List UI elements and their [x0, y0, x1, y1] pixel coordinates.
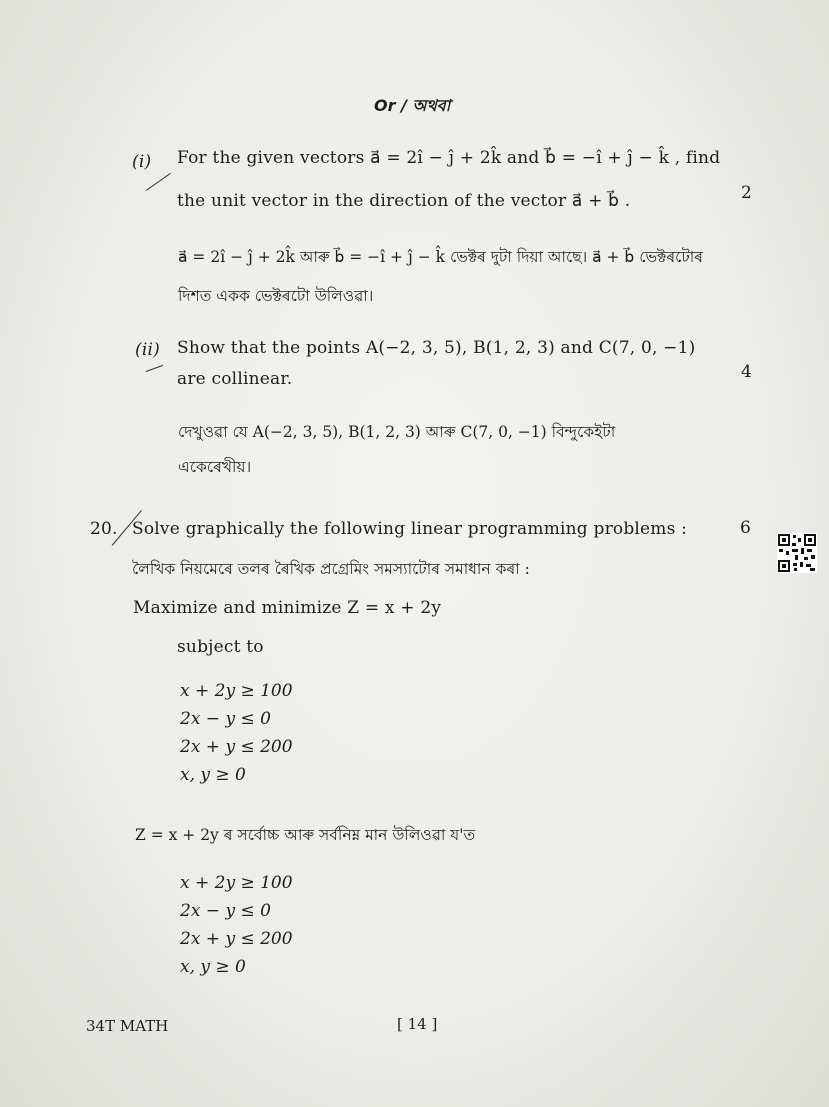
q-i-english-line1: For the given vectors a⃗ = 2î − ĵ + 2k̂ and b⃗ = −î + ĵ − k̂ , find [177, 148, 721, 168]
constraint: x + 2y ≥ 100 [180, 681, 293, 701]
q20-assamese-objective: Z = x + 2y ৰ সৰ্বোচ্চ আৰু সৰ্বনিম্ন মান উলিওৱা য'ত [135, 826, 476, 844]
question-20-number: 20. [90, 519, 118, 539]
q20-assamese-text: লৈখিক নিয়মেৰে তলৰ ৰৈখিক প্ৰগ্ৰেমিং সমস্যাটোৰ সমাধান কৰা : [132, 560, 530, 578]
footer-page-number: [ 14 ] [397, 1015, 438, 1033]
q-ii-assamese-line2: একেৰেখীয়। [178, 458, 252, 476]
or-heading: Or / অথবা [374, 96, 451, 115]
q20-english-text: Solve graphically the following linear programming problems : [132, 519, 688, 539]
q20-objective: Maximize and minimize Z = x + 2y [133, 598, 442, 618]
subquestion-i-label: (i) [132, 152, 152, 172]
tick-mark [146, 173, 171, 191]
subquestion-ii-label: (ii) [135, 340, 160, 360]
q-i-english-line2: the unit vector in the direction of the vector a⃗ + b⃗ . [177, 191, 631, 211]
assamese-constraint-list [180, 869, 293, 981]
qr-code-icon [777, 533, 817, 573]
tick-mark [146, 365, 163, 372]
q20-marks: 6 [740, 518, 751, 538]
footer-subject-code: 34T MATH [86, 1017, 169, 1035]
q20-subject-to: subject to [177, 637, 264, 657]
q-i-assamese-line2: দিশত একক ভেক্টৰটো উলিওৱা। [178, 287, 374, 305]
constraint-list [180, 677, 293, 789]
q-i-assamese-line1: a⃗ = 2î − ĵ + 2k̂ আৰু b⃗ = −î + ĵ − k̂ ভেক্টৰ দুটা দিয়া আছে। a⃗ + b⃗ ভেক্টৰটোৰ [178, 248, 704, 266]
constraint: x + 2y ≥ 100 [180, 873, 293, 893]
constraint: x, y ≥ 0 [180, 765, 246, 785]
q-ii-assamese-line1: দেখুওৱা যে A(−2, 3, 5), B(1, 2, 3) আৰু C(7, 0, −1) বিন্দুকেইটা [178, 423, 616, 441]
constraint: 2x − y ≤ 0 [180, 901, 271, 921]
q-ii-english-line2: are collinear. [177, 369, 293, 389]
q-ii-marks: 4 [741, 362, 752, 382]
constraint: 2x − y ≤ 0 [180, 709, 271, 729]
constraint: 2x + y ≤ 200 [180, 737, 293, 757]
constraint: x, y ≥ 0 [180, 957, 246, 977]
q-ii-english-line1: Show that the points A(−2, 3, 5), B(1, 2, 3) and C(7, 0, −1) [177, 338, 696, 358]
q-i-marks: 2 [741, 183, 752, 203]
constraint: 2x + y ≤ 200 [180, 929, 293, 949]
